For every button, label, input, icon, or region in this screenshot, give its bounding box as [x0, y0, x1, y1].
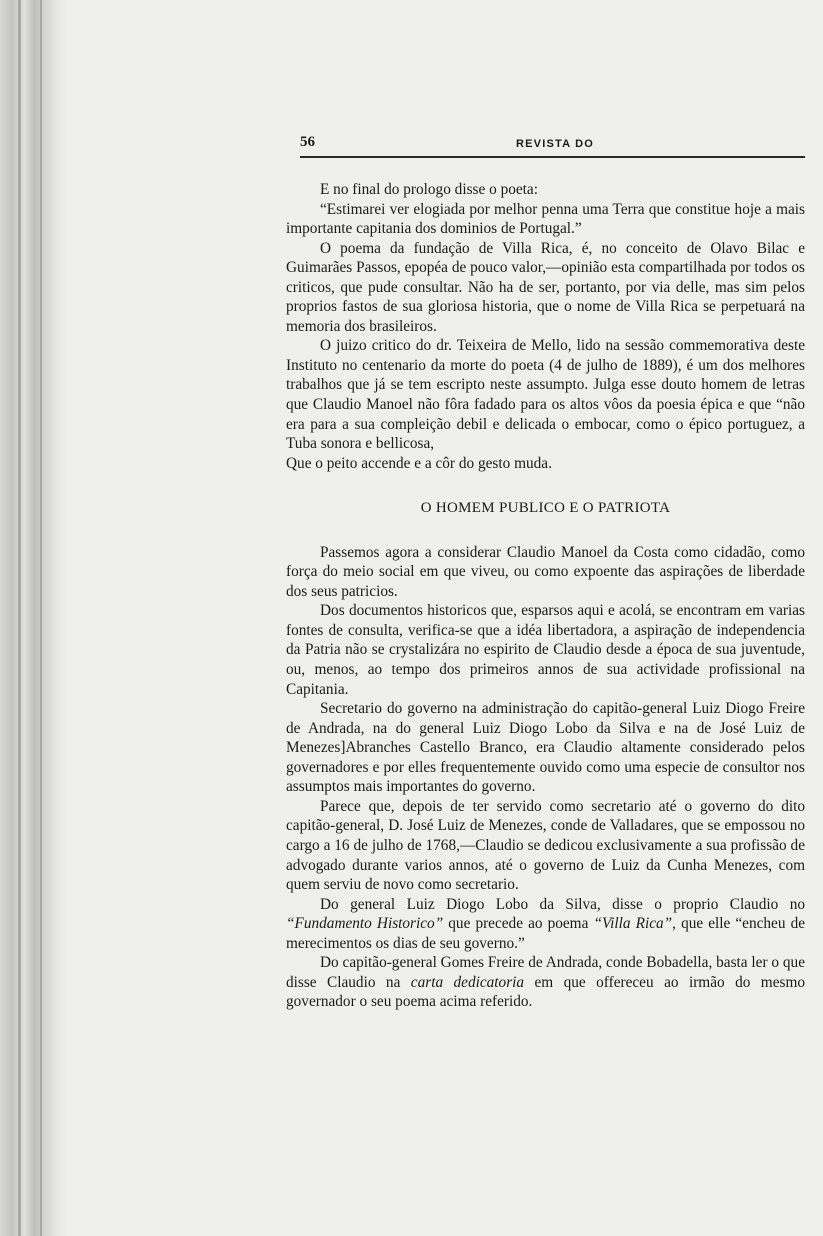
section-heading: O HOMEM PUBLICO E O PATRIOTA — [420, 500, 671, 517]
paragraph — [286, 895, 805, 954]
page-header — [300, 134, 805, 160]
italic-title: carta dedicatoria — [410, 973, 525, 991]
paragraph: O juizo critico do dr. Teixeira de Mello, lido na sessão commemorativa deste Instituto no centenario da morte do poeta (4 de julho de 1889), é um dos melhores trabalhos que já se tem escripto neste assumpto. Julga esse douto homem de letras que Claudio Manoel não fôra fadado para os altos vôos da poesia épica e que “não era para a sua compleição debil e delicada o embocar, como o épico portuguez, a Tuba sonora e bellicosa, — [286, 337, 805, 453]
quote-paragraph: “Estimarei ver elogiada por melhor penna uma Terra que constitue hoje a mais importante capitania dos dominios de Portugal.” — [286, 200, 805, 238]
paragraph: Secretario do governo na administração do capitão-general Luiz Diogo Freire de Andrada, na do general Luiz Diogo Lobo da Silva e na de José Luiz de Menezes]Abranches Castello Branco, era Claudio altamente considerado pelos governadores e por elles frequentemente ouvido como uma especie de consultor nos assumptos mais importantes do governo. — [286, 700, 805, 796]
paragraph-text: Do capitão-general Gomes Freire de Andrada, conde Bobadella, basta ler o que disse Claudio na — [286, 954, 805, 991]
paragraph-text: Do general Luiz Diogo Lobo da Silva, disse o proprio Claudio no — [320, 895, 805, 913]
paragraph: O poema da fundação de Villa Rica, é, no conceito de Olavo Bilac e Guimarães Passos, epopéa de pouco valor,—opinião esta compartilhada por todos os criticos, que pude consultar. Não ha de ser, portanto, por via delle, mas sim pelos proprios fastos de sua gloriosa historia, que o nome de Villa Rica se perpetuará na memoria dos brasileiros. — [286, 239, 805, 335]
italic-title: “Fundamento Historico” — [286, 915, 444, 933]
paragraph: Parece que, depois de ter servido como secretario até o governo do dito capitão-general, D. José Luiz de Menezes, conde de Valladares, que se empossou no cargo a 16 de julho de 1768,—Claudio se dedicou exclusivamente a sua profissão de advogado durante varios annos, até o governo de Luiz da Cunha Menezes, com quem serviu de novo como secretario. — [286, 797, 805, 894]
paragraph: Passemos agora a considerar Claudio Manoel da Costa como cidadão, como força do meio social em que viveu, ou como expoente das aspirações de liberdade dos seus patricios. — [286, 543, 805, 600]
verse-line: Que o peito accende e a côr do gesto muda. — [286, 454, 552, 472]
header-rule — [300, 156, 805, 158]
italic-title: “Villa Rica” — [593, 915, 673, 933]
paragraph: E no final do prologo disse o poeta: — [320, 181, 538, 198]
paragraph — [286, 953, 805, 1012]
running-title: REVISTA DO — [516, 138, 595, 150]
paragraph-text: em que offereceu ao irmão do mesmo governador o seu poema acima referido. — [286, 973, 805, 1011]
body-text — [286, 180, 805, 1012]
paragraph: Dos documentos historicos que, esparsos aqui e acolá, se encontram em varias fontes de consulta, verifica-se que a idéa libertadora, a aspiração de independencia da Patria não se crystalizára no espirito de Claudio desde a época de sua juventude, ou, menos, ao tempo dos primeiros annos de sua actividade profissional na Capitania. — [286, 602, 805, 698]
page-number: 56 — [300, 134, 315, 150]
paragraph-text: , que elle “encheu de merecimentos os dias de seu governo.” — [286, 915, 806, 952]
paragraph-text: que precede ao poema — [443, 915, 594, 933]
